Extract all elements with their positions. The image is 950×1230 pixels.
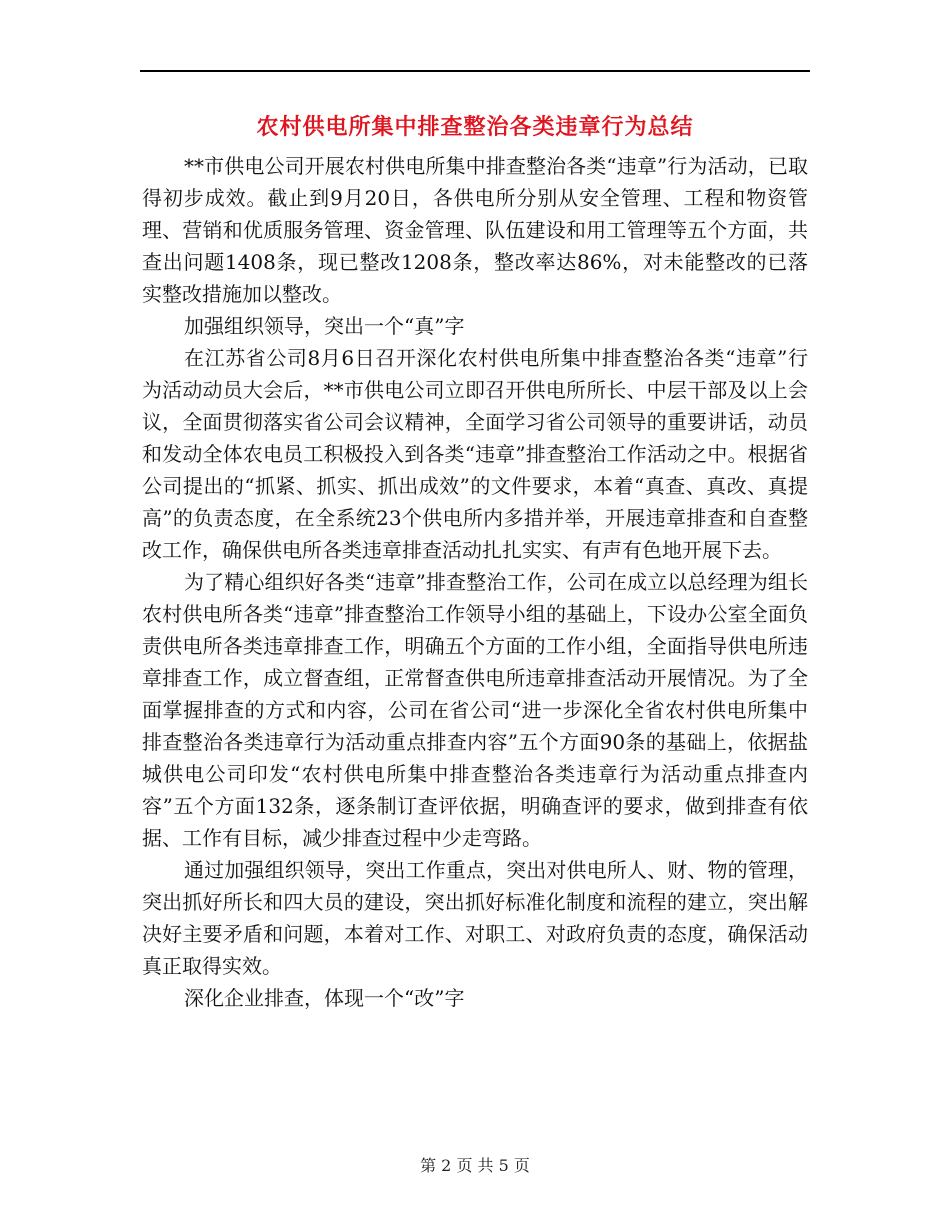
page-number: 第 2 页 共 5 页	[420, 1156, 530, 1175]
paragraph-mobilization: 在江苏省公司8月6日召开深化农村供电所集中排查整治各类“违章”行为活动动员大会后，**市供电公司立即召开供电所所长、中层干部及以上会议，全面贯彻落实省公司会议精神，全面学习省公司领导的重要讲话，动员和发动全体农电员工积极投入到各类“违章”排查整治工作活动之中。根据省公司提出的“抓紧、抓实、抓出成效”的文件要求，本着“真查、真改、真提高”的负责态度，在全系统23个供电所内多措并举，开展违章排查和自查整改工作，确保供电所各类违章排查活动扎扎实实、有声有色地开展下去。	[142, 346, 808, 562]
document-body	[142, 150, 808, 1014]
page-footer	[0, 1153, 950, 1176]
paragraph-work-organization: 为了精心组织好各类“违章”排查整治工作，公司在成立以总经理为组长农村供电所各类“违章”排查整治工作领导小组的基础上，下设办公室全面负责供电所各类违章排查工作，明确五个方面的工作小组，全面指导供电所违章排查工作，成立督查组，正常督查供电所违章排查活动开展情况。为了全面掌握排查的方式和内容，公司在省公司“进一步深化全省农村供电所集中排查整治各类违章行为活动重点排查内容”五个方面90条的基础上，依据盐城供电公司印发“农村供电所集中排查整治各类违章行为活动重点排查内容”五个方面132条，逐条制订查评依据，明确查评的要求，做到排查有依据、工作有目标，减少排查过程中少走弯路。	[142, 570, 808, 850]
document-title: 农村供电所集中排查整治各类违章行为总结	[256, 115, 694, 140]
section-heading-reform: 深化企业排查，体现一个“改”字	[184, 986, 465, 1010]
header-rule	[140, 70, 810, 72]
section-heading-organization: 加强组织领导，突出一个“真”字	[184, 314, 465, 338]
paragraph-intro: **市供电公司开展农村供电所集中排查整治各类“违章”行为活动，已取得初步成效。截止到9月20日，各供电所分别从安全管理、工程和物资管理、营销和优质服务管理、资金管理、队伍建设和用工管理等五个方面，共查出问题1408条，现已整改1208条，整改率达86%，对未能整改的已落实整改措施加以整改。	[142, 154, 808, 306]
paragraph-summary: 通过加强组织领导，突出工作重点，突出对供电所人、财、物的管理，突出抓好所长和四大员的建设，突出抓好标准化制度和流程的建立，突出解决好主要矛盾和问题，本着对工作、对职工、对政府负责的态度，确保活动真正取得实效。	[142, 858, 808, 978]
